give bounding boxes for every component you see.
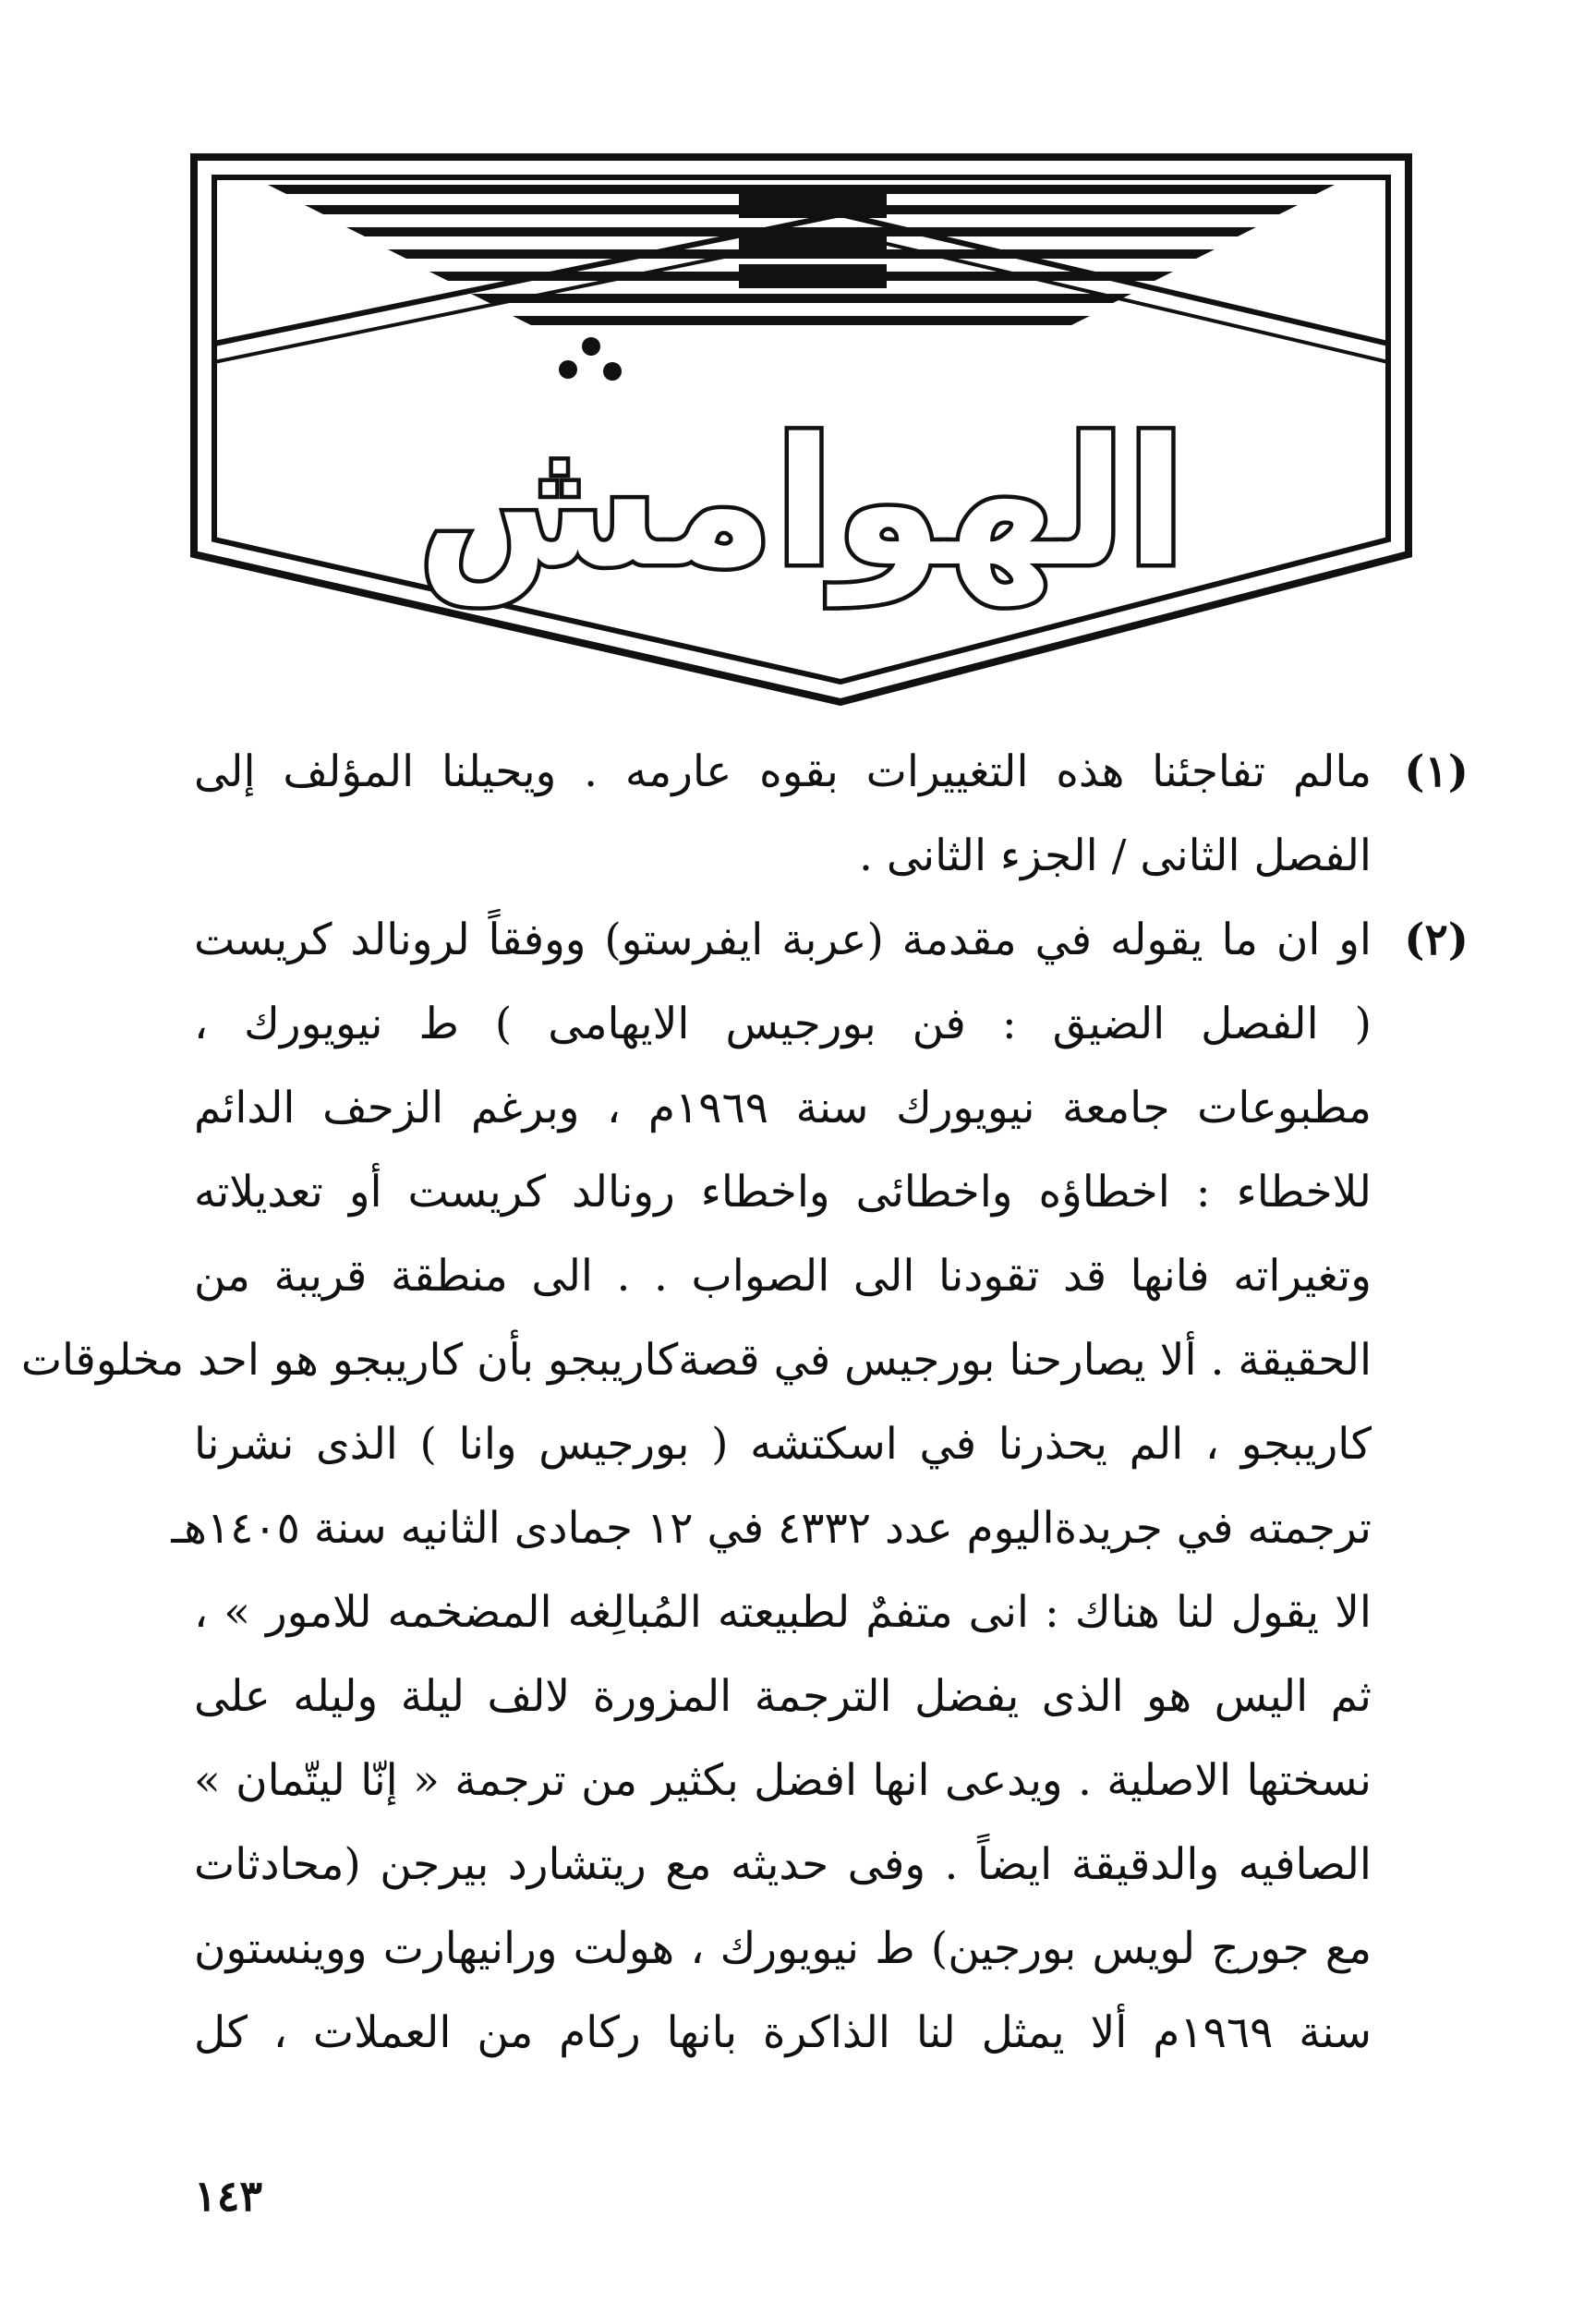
- text-line: الحقيقة . ألا يصارحنا بورجيس في قصةكاريبجو بأن كاريبجو هو احد مخلوقات: [20, 1335, 1372, 1386]
- text-line: الفصل الثانى / الجزء الثانى .: [858, 830, 1372, 881]
- banner-title: الهوامش: [417, 401, 1187, 605]
- footnote-2: [20, 898, 1469, 2075]
- text-line: سنة ١٩٦٩م ألا يمثل لنا الذاكرة بانها ركام من العملات ، كل: [194, 2007, 1372, 2058]
- page-number: ١٤٣: [194, 2171, 263, 2221]
- text-line: كاريبجو ، الم يحذرنا في اسكتشه ( بورجيس وانا ) الذى نشرنا: [194, 1419, 1372, 1470]
- footnotes: [20, 730, 1469, 2075]
- footnote-number: (١): [1404, 746, 1469, 797]
- text-line: مع جورج لويس بورجين) ط نيويورك ، هولت ورانيهارت ووينستون: [194, 1923, 1372, 1974]
- header-banner: [0, 0, 1596, 739]
- text-line: او ان ما يقوله في مقدمة (عربة ايفرستو) ووفقاً لرونالد كريست: [194, 915, 1372, 965]
- text-line: مطبوعات جامعة نيويورك سنة ١٩٦٩م ، وبرغم الزحف الدائم: [194, 1083, 1372, 1133]
- text-line: ترجمته في جريدةاليوم عدد ٤٣٣٢ في ١٢ جمادى الثانيه سنة ١٤٠٥هـ: [171, 1503, 1372, 1554]
- text-line: نسختها الاصلية . ويدعى انها افضل بكثير من ترجمة « إنّا ليتّمان »: [194, 1755, 1372, 1806]
- footnote-1: [194, 730, 1469, 898]
- text-line: الا يقول لنا هناك : انى متفمٌ لطبيعته المُبالِغه المضخمه للامور » ،: [194, 1587, 1372, 1638]
- text-line: وتغيراته فانها قد تقودنا الى الصواب . . الى منطقة قريبة من: [194, 1251, 1372, 1302]
- text-line: الصافيه والدقيقة ايضاً . وفى حديثه مع ريتشارد بيرجن (محادثات: [194, 1839, 1372, 1890]
- text-line: ( الفصل الضيق : فن بورجيس الايهامى ) ط نيويورك ،: [194, 999, 1372, 1049]
- text-line: مالم تفاجئنا هذه التغييرات بقوه عارمه . ويحيلنا المؤلف إلى: [194, 746, 1372, 797]
- footnote-number: (٢): [1404, 915, 1469, 965]
- text-line: للاخطاء : اخطاؤه واخطائى واخطاء رونالد كريست أو تعديلاته: [194, 1167, 1372, 1218]
- text-line: ثم اليس هو الذى يفضل الترجمة المزورة لالف ليلة وليله على: [194, 1671, 1372, 1722]
